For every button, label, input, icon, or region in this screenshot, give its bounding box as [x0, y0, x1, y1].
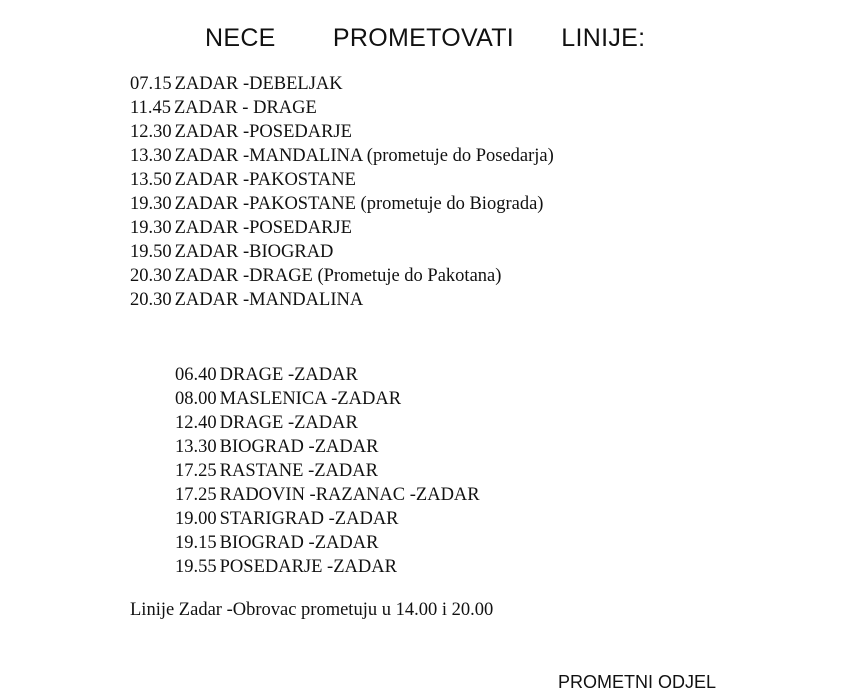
list-item: [130, 240, 554, 264]
departure-time: 20.30: [130, 266, 172, 286]
route: ZADAR -DRAGE (Prometuje do Pakotana): [174, 266, 502, 286]
page-title: [205, 24, 645, 53]
route: ZADAR - DRAGE: [173, 98, 317, 118]
route: ZADAR -PAKOSTANE (prometuje do Biograda): [174, 194, 544, 214]
list-item: [175, 387, 480, 411]
arrivals-list: [175, 363, 480, 579]
route: ZADAR -DEBELJAK: [174, 74, 343, 94]
departures-list: [130, 72, 554, 312]
route: DRAGE -ZADAR: [219, 365, 358, 385]
route: ZADAR -BIOGRAD: [174, 242, 334, 262]
route: ZADAR -POSEDARJE: [174, 218, 352, 238]
list-item: [175, 411, 480, 435]
departure-time: 08.00: [175, 389, 217, 409]
departure-time: 13.30: [175, 437, 217, 457]
list-item: [130, 168, 554, 192]
list-item: [130, 144, 554, 168]
departure-time: 19.50: [130, 242, 172, 262]
departure-time: 12.30: [130, 122, 172, 142]
departure-time: 12.40: [175, 413, 217, 433]
departure-time: 06.40: [175, 365, 217, 385]
route: STARIGRAD -ZADAR: [219, 509, 399, 529]
departure-time: 17.25: [175, 485, 217, 505]
route: RASTANE -ZADAR: [219, 461, 378, 481]
list-item: [130, 96, 554, 120]
list-item: [130, 120, 554, 144]
list-item: [175, 555, 480, 579]
departure-time: 13.50: [130, 170, 172, 190]
route: DRAGE -ZADAR: [219, 413, 358, 433]
departure-time: 19.30: [130, 218, 172, 238]
list-item: [130, 264, 554, 288]
list-item: [130, 216, 554, 240]
departure-time: 11.45: [130, 98, 171, 118]
departure-time: 17.25: [175, 461, 217, 481]
departure-time: 07.15: [130, 74, 172, 94]
departure-time: 19.55: [175, 557, 217, 577]
route: BIOGRAD -ZADAR: [219, 533, 379, 553]
list-item: [175, 531, 480, 555]
list-item: [175, 435, 480, 459]
route: RADOVIN -RAZANAC -ZADAR: [219, 485, 480, 505]
list-item: [175, 483, 480, 507]
route: ZADAR -POSEDARJE: [174, 122, 352, 142]
list-item: [175, 459, 480, 483]
route: POSEDARJE -ZADAR: [219, 557, 397, 577]
title-word: PROMETOVATI: [332, 24, 515, 52]
obrovac-note: Linije Zadar -Obrovac prometuju u 14.00 i 20.00: [130, 600, 494, 620]
list-item: [175, 507, 480, 531]
list-item: [130, 288, 554, 312]
title-word: LINIJE:: [561, 24, 646, 52]
departure-time: 19.00: [175, 509, 217, 529]
list-item: [130, 192, 554, 216]
title-word: NECE: [205, 24, 276, 52]
route: BIOGRAD -ZADAR: [219, 437, 379, 457]
route: ZADAR -MANDALINA: [174, 290, 364, 310]
list-item: [175, 363, 480, 387]
signature: PROMETNI ODJEL: [558, 672, 717, 692]
route: ZADAR -MANDALINA (prometuje do Posedarja): [174, 146, 554, 166]
departure-time: 13.30: [130, 146, 172, 166]
departure-time: 19.15: [175, 533, 217, 553]
list-item: [130, 72, 554, 96]
departure-time: 20.30: [130, 290, 172, 310]
departure-time: 19.30: [130, 194, 172, 214]
route: MASLENICA -ZADAR: [219, 389, 402, 409]
route: ZADAR -PAKOSTANE: [174, 170, 356, 190]
